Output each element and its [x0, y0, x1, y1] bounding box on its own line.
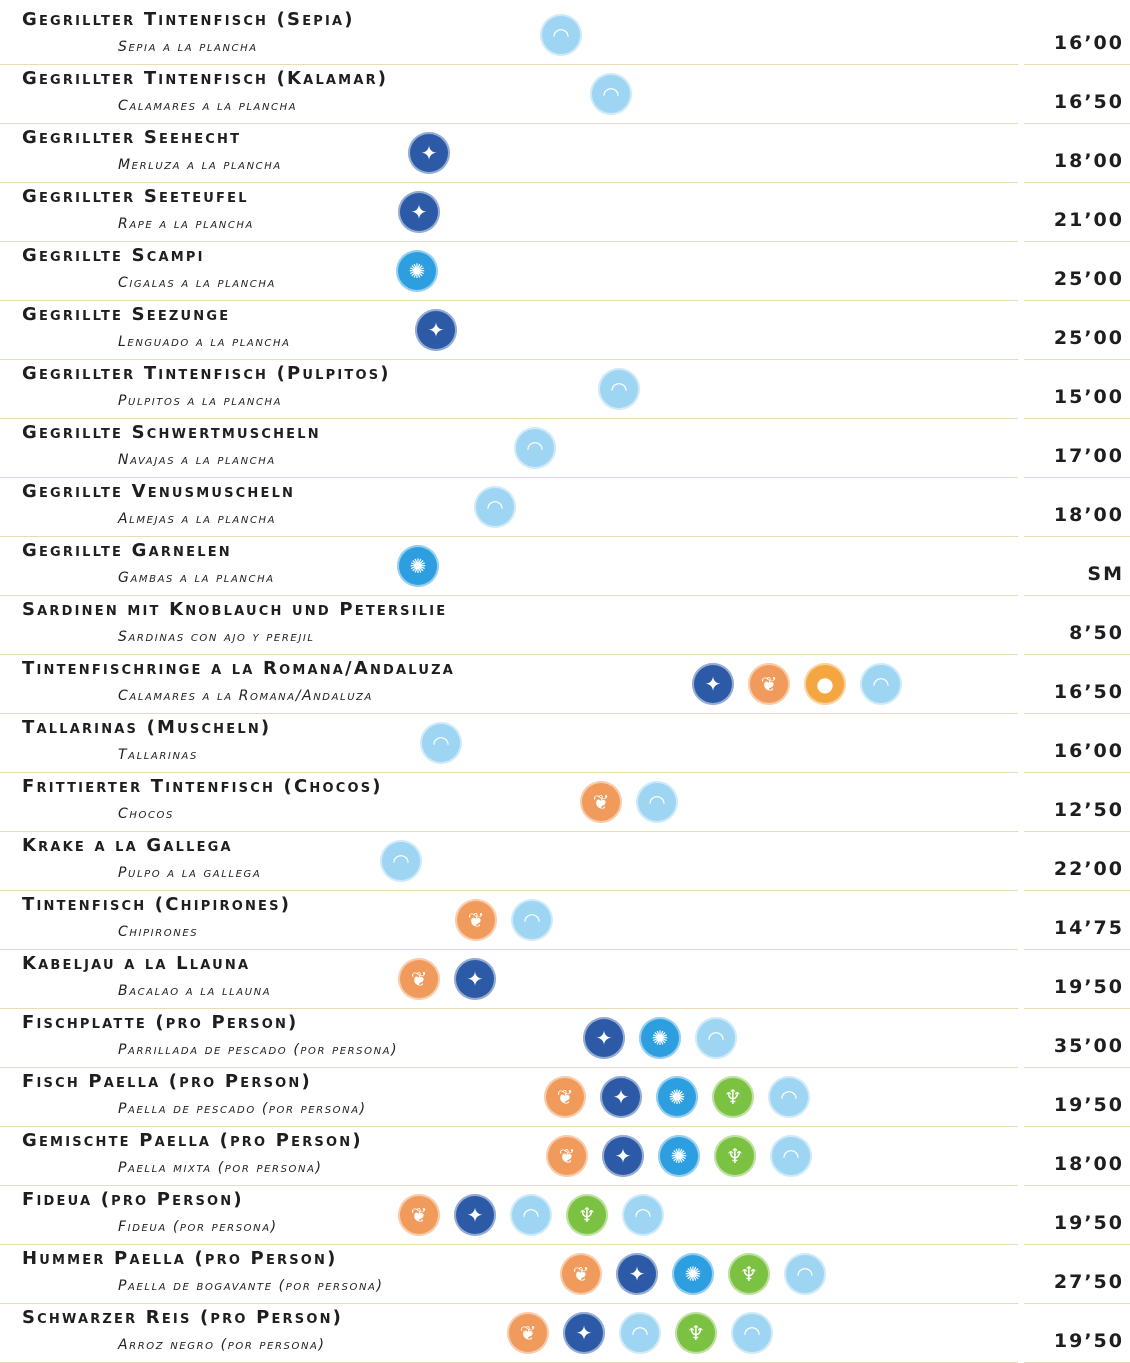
- menu-item-name-cell: [0, 360, 1018, 419]
- mollusc-icon: ♆: [675, 1312, 717, 1354]
- allergen-icons: [507, 1312, 773, 1354]
- dish-name-german: Gegrillter Tintenfisch (Sepia): [22, 9, 355, 30]
- menu-item: [0, 537, 1130, 596]
- dish-name-german: Gegrillte Seezunge: [22, 304, 231, 325]
- menu-item-price-cell: [1024, 950, 1130, 1009]
- menu-item: [0, 478, 1130, 537]
- dish-price: 18’00: [1053, 150, 1124, 172]
- menu-item-name-cell: [0, 183, 1018, 242]
- shell-icon: ◠: [860, 663, 902, 705]
- allergen-icons: [546, 1135, 812, 1177]
- allergen-icons: [380, 840, 422, 882]
- menu-item-price-cell: [1024, 1186, 1130, 1245]
- menu-item-price-cell: [1024, 65, 1130, 124]
- menu-item: [0, 714, 1130, 773]
- dish-price: 8’50: [1069, 622, 1124, 644]
- dish-price: 14’75: [1053, 917, 1124, 939]
- shell-icon: ◠: [598, 368, 640, 410]
- dish-name-german: Fisch Paella (pro Person): [22, 1071, 312, 1092]
- dish-price: 19’50: [1053, 1330, 1124, 1352]
- menu-item: [0, 1245, 1130, 1304]
- allergen-icons: [420, 722, 462, 764]
- dish-name-german: Fideua (pro Person): [22, 1189, 244, 1210]
- dish-price: 16’00: [1053, 740, 1124, 762]
- shell-icon: ◠: [514, 427, 556, 469]
- dish-name-spanish: Pulpo a la gallega: [118, 865, 262, 881]
- menu-item: [0, 242, 1130, 301]
- crab-icon: ✺: [396, 250, 438, 292]
- dish-name-spanish: Fideua (por persona): [118, 1219, 278, 1235]
- fish-icon: ✦: [616, 1253, 658, 1295]
- dish-name-german: Sardinen mit Knoblauch und Petersilie: [22, 599, 448, 620]
- menu-item: [0, 1009, 1130, 1068]
- menu-item-price-cell: [1024, 1245, 1130, 1304]
- menu-item: [0, 891, 1130, 950]
- fish-icon: ✦: [408, 132, 450, 174]
- menu-item-price-cell: [1024, 242, 1130, 301]
- dish-name-spanish: Sardinas con ajo y perejil: [118, 629, 315, 645]
- dish-price: 17’00: [1053, 445, 1124, 467]
- dish-price: 19’50: [1053, 1212, 1124, 1234]
- allergen-icons: [408, 132, 450, 174]
- menu-item: [0, 1068, 1130, 1127]
- dish-name-german: Gegrillte Scampi: [22, 245, 205, 266]
- dish-name-german: Frittierter Tintenfisch (Chocos): [22, 776, 383, 797]
- dish-name-german: Tintenfischringe a la Romana/Andaluza: [22, 658, 455, 679]
- shell-icon: ◠: [474, 486, 516, 528]
- menu-item-name-cell: [0, 1127, 1018, 1186]
- menu-item-name-cell: [0, 596, 1018, 655]
- dish-name-spanish: Bacalao a la llauna: [118, 983, 272, 999]
- menu-item-name-cell: [0, 65, 1018, 124]
- shell-icon: ◠: [510, 1194, 552, 1236]
- menu-list: [0, 6, 1130, 1363]
- shell-icon: ◠: [784, 1253, 826, 1295]
- dish-name-german: Tintenfisch (Chipirones): [22, 894, 292, 915]
- fish-icon: ✦: [398, 191, 440, 233]
- menu-item-name-cell: [0, 1068, 1018, 1127]
- menu-item: [0, 655, 1130, 714]
- allergen-icons: [397, 545, 439, 587]
- menu-item: [0, 1304, 1130, 1363]
- dish-name-spanish: Chipirones: [118, 924, 199, 940]
- allergen-icons: [474, 486, 516, 528]
- fish-icon: ✦: [583, 1017, 625, 1059]
- dish-price: 22’00: [1053, 858, 1124, 880]
- allergen-icons: [560, 1253, 826, 1295]
- dish-name-spanish: Paella mixta (por persona): [118, 1160, 323, 1176]
- dish-price: 21’00: [1053, 209, 1124, 231]
- dish-name-spanish: Calamares a la plancha: [118, 98, 298, 114]
- menu-item: [0, 301, 1130, 360]
- gluten-icon: ❦: [507, 1312, 549, 1354]
- allergen-icons: [415, 309, 457, 351]
- dish-name-spanish: Rape a la plancha: [118, 216, 254, 232]
- menu-item-price-cell: [1024, 360, 1130, 419]
- gluten-icon: ❦: [560, 1253, 602, 1295]
- gluten-icon: ❦: [455, 899, 497, 941]
- menu-item-price-cell: [1024, 301, 1130, 360]
- dish-price: 19’50: [1053, 976, 1124, 998]
- dish-name-spanish: Cigalas a la plancha: [118, 275, 276, 291]
- dish-name-spanish: Almejas a la plancha: [118, 511, 277, 527]
- menu-item-name-cell: [0, 832, 1018, 891]
- gluten-icon: ❦: [748, 663, 790, 705]
- menu-item: [0, 950, 1130, 1009]
- mollusc-icon: ♆: [566, 1194, 608, 1236]
- shell-icon: ◠: [590, 73, 632, 115]
- shell-icon: ◠: [622, 1194, 664, 1236]
- dish-name-german: Gegrillte Venusmuscheln: [22, 481, 296, 502]
- menu-item-name-cell: [0, 124, 1018, 183]
- dish-price: 15’00: [1053, 386, 1124, 408]
- allergen-icons: [583, 1017, 737, 1059]
- menu-item: [0, 773, 1130, 832]
- dish-name-german: Gegrillter Seeteufel: [22, 186, 249, 207]
- menu-item-price-cell: [1024, 124, 1130, 183]
- dish-price: 16’50: [1053, 681, 1124, 703]
- allergen-icons: [398, 958, 496, 1000]
- menu-item-price-cell: [1024, 714, 1130, 773]
- menu-item-name-cell: [0, 773, 1018, 832]
- shell-icon: ◠: [695, 1017, 737, 1059]
- menu-item-price-cell: [1024, 1068, 1130, 1127]
- dish-name-german: Gegrillte Garnelen: [22, 540, 232, 561]
- dish-name-german: Kabeljau a la Llauna: [22, 953, 251, 974]
- menu-item: [0, 183, 1130, 242]
- egg-icon: ●: [804, 663, 846, 705]
- menu-item: [0, 1127, 1130, 1186]
- dish-price: SM: [1087, 563, 1124, 585]
- menu-item-name-cell: [0, 419, 1018, 478]
- dish-name-spanish: Chocos: [118, 806, 174, 822]
- dish-price: 18’00: [1053, 504, 1124, 526]
- dish-name-spanish: Paella de pescado (por persona): [118, 1101, 367, 1117]
- dish-price: 16’00: [1053, 32, 1124, 54]
- dish-name-spanish: Lenguado a la plancha: [118, 334, 291, 350]
- allergen-icons: [692, 663, 902, 705]
- menu-item-price-cell: [1024, 891, 1130, 950]
- menu-item-price-cell: [1024, 537, 1130, 596]
- dish-price: 18’00: [1053, 1153, 1124, 1175]
- fish-icon: ✦: [600, 1076, 642, 1118]
- dish-name-german: Hummer Paella (pro Person): [22, 1248, 338, 1269]
- gluten-icon: ❦: [546, 1135, 588, 1177]
- menu-item-name-cell: [0, 950, 1018, 1009]
- dish-name-german: Fischplatte (pro Person): [22, 1012, 299, 1033]
- allergen-icons: [398, 191, 440, 233]
- shell-icon: ◠: [619, 1312, 661, 1354]
- menu-item-price-cell: [1024, 419, 1130, 478]
- dish-price: 12’50: [1053, 799, 1124, 821]
- menu-item: [0, 1186, 1130, 1245]
- menu-item-name-cell: [0, 301, 1018, 360]
- fish-icon: ✦: [454, 1194, 496, 1236]
- menu-item-name-cell: [0, 537, 1018, 596]
- allergen-icons: [514, 427, 556, 469]
- dish-name-german: Gegrillter Seehecht: [22, 127, 242, 148]
- menu-item: [0, 832, 1130, 891]
- menu-item-name-cell: [0, 1245, 1018, 1304]
- dish-name-spanish: Tallarinas: [118, 747, 198, 763]
- menu-item-price-cell: [1024, 596, 1130, 655]
- dish-price: 35’00: [1053, 1035, 1124, 1057]
- menu-item-name-cell: [0, 891, 1018, 950]
- allergen-icons: [580, 781, 678, 823]
- menu-item-price-cell: [1024, 478, 1130, 537]
- allergen-icons: [396, 250, 438, 292]
- shell-icon: ◠: [768, 1076, 810, 1118]
- shell-icon: ◠: [380, 840, 422, 882]
- mollusc-icon: ♆: [712, 1076, 754, 1118]
- crab-icon: ✺: [672, 1253, 714, 1295]
- dish-name-german: Gegrillter Tintenfisch (Kalamar): [22, 68, 389, 89]
- menu-item-price-cell: [1024, 183, 1130, 242]
- mollusc-icon: ♆: [728, 1253, 770, 1295]
- dish-name-spanish: Merluza a la plancha: [118, 157, 282, 173]
- shell-icon: ◠: [731, 1312, 773, 1354]
- menu-item-name-cell: [0, 1304, 1018, 1363]
- menu-item-name-cell: [0, 714, 1018, 773]
- dish-price: 16’50: [1053, 91, 1124, 113]
- menu-item: [0, 124, 1130, 183]
- allergen-icons: [398, 1194, 664, 1236]
- menu-item: [0, 6, 1130, 65]
- menu-item-price-cell: [1024, 6, 1130, 65]
- menu-item-name-cell: [0, 1009, 1018, 1068]
- gluten-icon: ❦: [398, 1194, 440, 1236]
- shell-icon: ◠: [540, 14, 582, 56]
- fish-icon: ✦: [602, 1135, 644, 1177]
- gluten-icon: ❦: [580, 781, 622, 823]
- dish-name-german: Krake a la Gallega: [22, 835, 233, 856]
- menu-item-name-cell: [0, 242, 1018, 301]
- dish-price: 27’50: [1053, 1271, 1124, 1293]
- dish-name-german: Gegrillter Tintenfisch (Pulpitos): [22, 363, 391, 384]
- dish-name-german: Tallarinas (Muscheln): [22, 717, 272, 738]
- mollusc-icon: ♆: [714, 1135, 756, 1177]
- dish-name-spanish: Arroz negro (por persona): [118, 1337, 326, 1353]
- dish-name-spanish: Paella de bogavante (por persona): [118, 1278, 384, 1294]
- crab-icon: ✺: [639, 1017, 681, 1059]
- dish-name-german: Gegrillte Schwertmuscheln: [22, 422, 321, 443]
- gluten-icon: ❦: [544, 1076, 586, 1118]
- crab-icon: ✺: [656, 1076, 698, 1118]
- menu-item: [0, 596, 1130, 655]
- shell-icon: ◠: [511, 899, 553, 941]
- fish-icon: ✦: [692, 663, 734, 705]
- menu-item-price-cell: [1024, 773, 1130, 832]
- allergen-icons: [598, 368, 640, 410]
- menu-item-name-cell: [0, 1186, 1018, 1245]
- dish-price: 19’50: [1053, 1094, 1124, 1116]
- dish-price: 25’00: [1053, 268, 1124, 290]
- menu-item: [0, 65, 1130, 124]
- dish-name-german: Gemischte Paella (pro Person): [22, 1130, 363, 1151]
- shell-icon: ◠: [636, 781, 678, 823]
- menu-item-name-cell: [0, 655, 1018, 714]
- shell-icon: ◠: [420, 722, 462, 764]
- menu-item-name-cell: [0, 478, 1018, 537]
- dish-name-spanish: Gambas a la plancha: [118, 570, 275, 586]
- allergen-icons: [540, 14, 582, 56]
- menu-item-price-cell: [1024, 832, 1130, 891]
- dish-name-spanish: Parrillada de pescado (por persona): [118, 1042, 399, 1058]
- allergen-icons: [590, 73, 632, 115]
- dish-name-spanish: Navajas a la plancha: [118, 452, 276, 468]
- shell-icon: ◠: [770, 1135, 812, 1177]
- gluten-icon: ❦: [398, 958, 440, 1000]
- dish-name-spanish: Pulpitos a la plancha: [118, 393, 283, 409]
- dish-name-spanish: Calamares a la Romana/Andaluza: [118, 688, 374, 704]
- menu-item-price-cell: [1024, 1009, 1130, 1068]
- menu-item-price-cell: [1024, 1304, 1130, 1363]
- fish-icon: ✦: [415, 309, 457, 351]
- dish-price: 25’00: [1053, 327, 1124, 349]
- crab-icon: ✺: [658, 1135, 700, 1177]
- menu-item-price-cell: [1024, 655, 1130, 714]
- dish-name-german: Schwarzer Reis (pro Person): [22, 1307, 344, 1328]
- fish-icon: ✦: [563, 1312, 605, 1354]
- allergen-icons: [455, 899, 553, 941]
- menu-item-price-cell: [1024, 1127, 1130, 1186]
- menu-item: [0, 419, 1130, 478]
- fish-icon: ✦: [454, 958, 496, 1000]
- dish-name-spanish: Sepia a la plancha: [118, 39, 258, 55]
- crab-icon: ✺: [397, 545, 439, 587]
- allergen-icons: [544, 1076, 810, 1118]
- menu-item-name-cell: [0, 6, 1018, 65]
- menu-item: [0, 360, 1130, 419]
